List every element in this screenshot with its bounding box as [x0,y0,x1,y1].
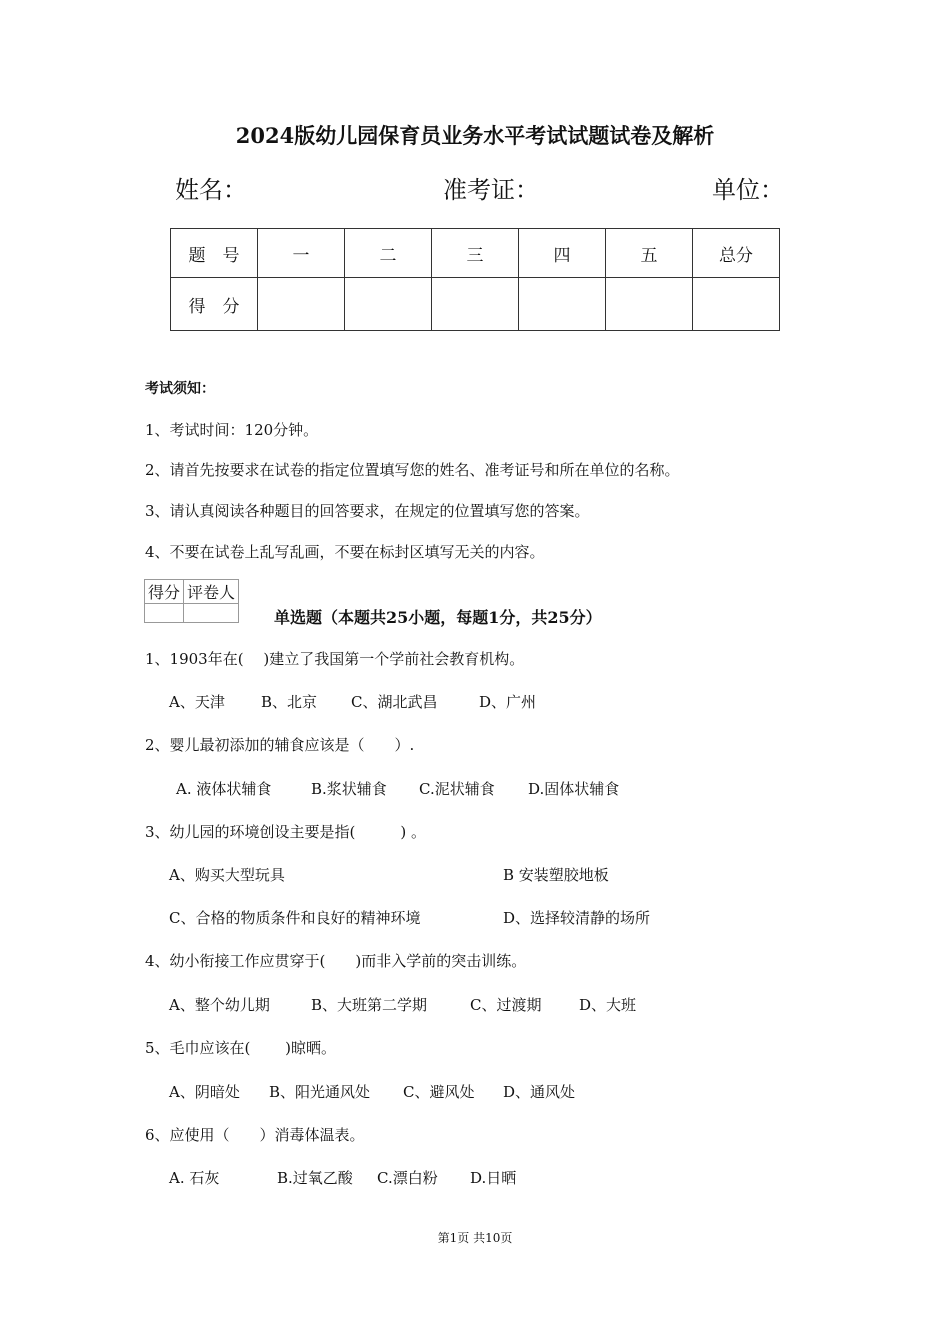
score-input-cell[interactable] [258,278,345,331]
option: C.泥状辅食 [419,780,495,798]
page-footer: 第1页 共10页 [437,1231,513,1245]
question-stem: 2、婴儿最初添加的辅食应该是（ ）. [145,736,415,754]
notice-item: 1、考试时间：120分钟。 [145,421,319,439]
score-table-cell: 三 [432,229,519,278]
score-table-score-row [171,278,780,331]
option: B、北京 [261,693,318,711]
option: A、天津 [169,693,225,711]
option: A. 液体状辅食 [176,780,272,798]
notice-item: 2、请首先按要求在试卷的指定位置填写您的姓名、准考证号和所在单位的名称。 [145,461,680,479]
score-input-cell[interactable] [432,278,519,331]
grader-score-cell[interactable] [145,604,184,623]
exam-id-label: 准考证： [443,176,539,204]
score-input-cell[interactable] [693,278,780,331]
score-table-header-row [171,229,780,278]
notice-item: 3、请认真阅读各种题目的回答要求，在规定的位置填写您的答案。 [145,502,590,520]
score-input-cell[interactable] [606,278,693,331]
option: C、过渡期 [470,996,542,1014]
grader-name-label: 评卷人 [184,580,239,604]
unit-label: 单位： [712,176,784,204]
score-table [170,228,780,331]
option: D.日晒 [470,1169,517,1187]
option: C.漂白粉 [377,1169,438,1187]
option: D、选择较清静的场所 [503,909,651,927]
option: A、整个幼儿期 [169,996,270,1014]
question-stem: 1、1903年在( )建立了我国第一个学前社会教育机构。 [145,650,525,668]
option: D、通风处 [503,1083,576,1101]
score-input-cell[interactable] [519,278,606,331]
option: D.固体状辅食 [528,780,620,798]
option: B 安装塑胶地板 [503,866,609,884]
option: A、阴暗处 [169,1083,240,1101]
section-title: 单选题（本题共25小题，每题1分，共25分） [274,608,602,627]
question-stem: 5、毛巾应该在( )晾晒。 [145,1039,337,1057]
score-table-cell: 五 [606,229,693,278]
grader-score-label: 得分 [145,580,184,604]
score-table-cell: 一 [258,229,345,278]
option: C、湖北武昌 [351,693,438,711]
score-row-label: 得 分 [171,278,258,331]
name-label: 姓名： [175,176,247,204]
score-table-cell: 四 [519,229,606,278]
option: B.过氧乙酸 [277,1169,353,1187]
option: D、广州 [479,693,537,711]
option: C、避风处 [403,1083,475,1101]
question-stem: 6、应使用（ ）消毒体温表。 [145,1126,365,1144]
score-table-cell: 题 号 [171,229,258,278]
option: B、大班第二学期 [311,996,428,1014]
document-title: 2024版幼儿园保育员业务水平考试试题试卷及解析 [235,123,715,148]
notice-item: 4、不要在试卷上乱写乱画，不要在标封区填写无关的内容。 [145,543,545,561]
score-input-cell[interactable] [345,278,432,331]
option: A、购买大型玩具 [169,866,285,884]
question-stem: 4、幼小衔接工作应贯穿于( )而非入学前的突击训练。 [145,952,527,970]
notice-heading: 考试须知： [145,381,215,397]
option: B、阳光通风处 [269,1083,371,1101]
option: D、大班 [579,996,637,1014]
option: B.浆状辅食 [311,780,387,798]
question-stem: 3、幼儿园的环境创设主要是指( ) 。 [145,823,427,841]
score-table-cell: 二 [345,229,432,278]
score-table-cell: 总分 [693,229,780,278]
grader-box [144,579,239,623]
option: C、合格的物质条件和良好的精神环境 [169,909,421,927]
grader-name-cell[interactable] [184,604,239,623]
option: A. 石灰 [169,1169,220,1187]
